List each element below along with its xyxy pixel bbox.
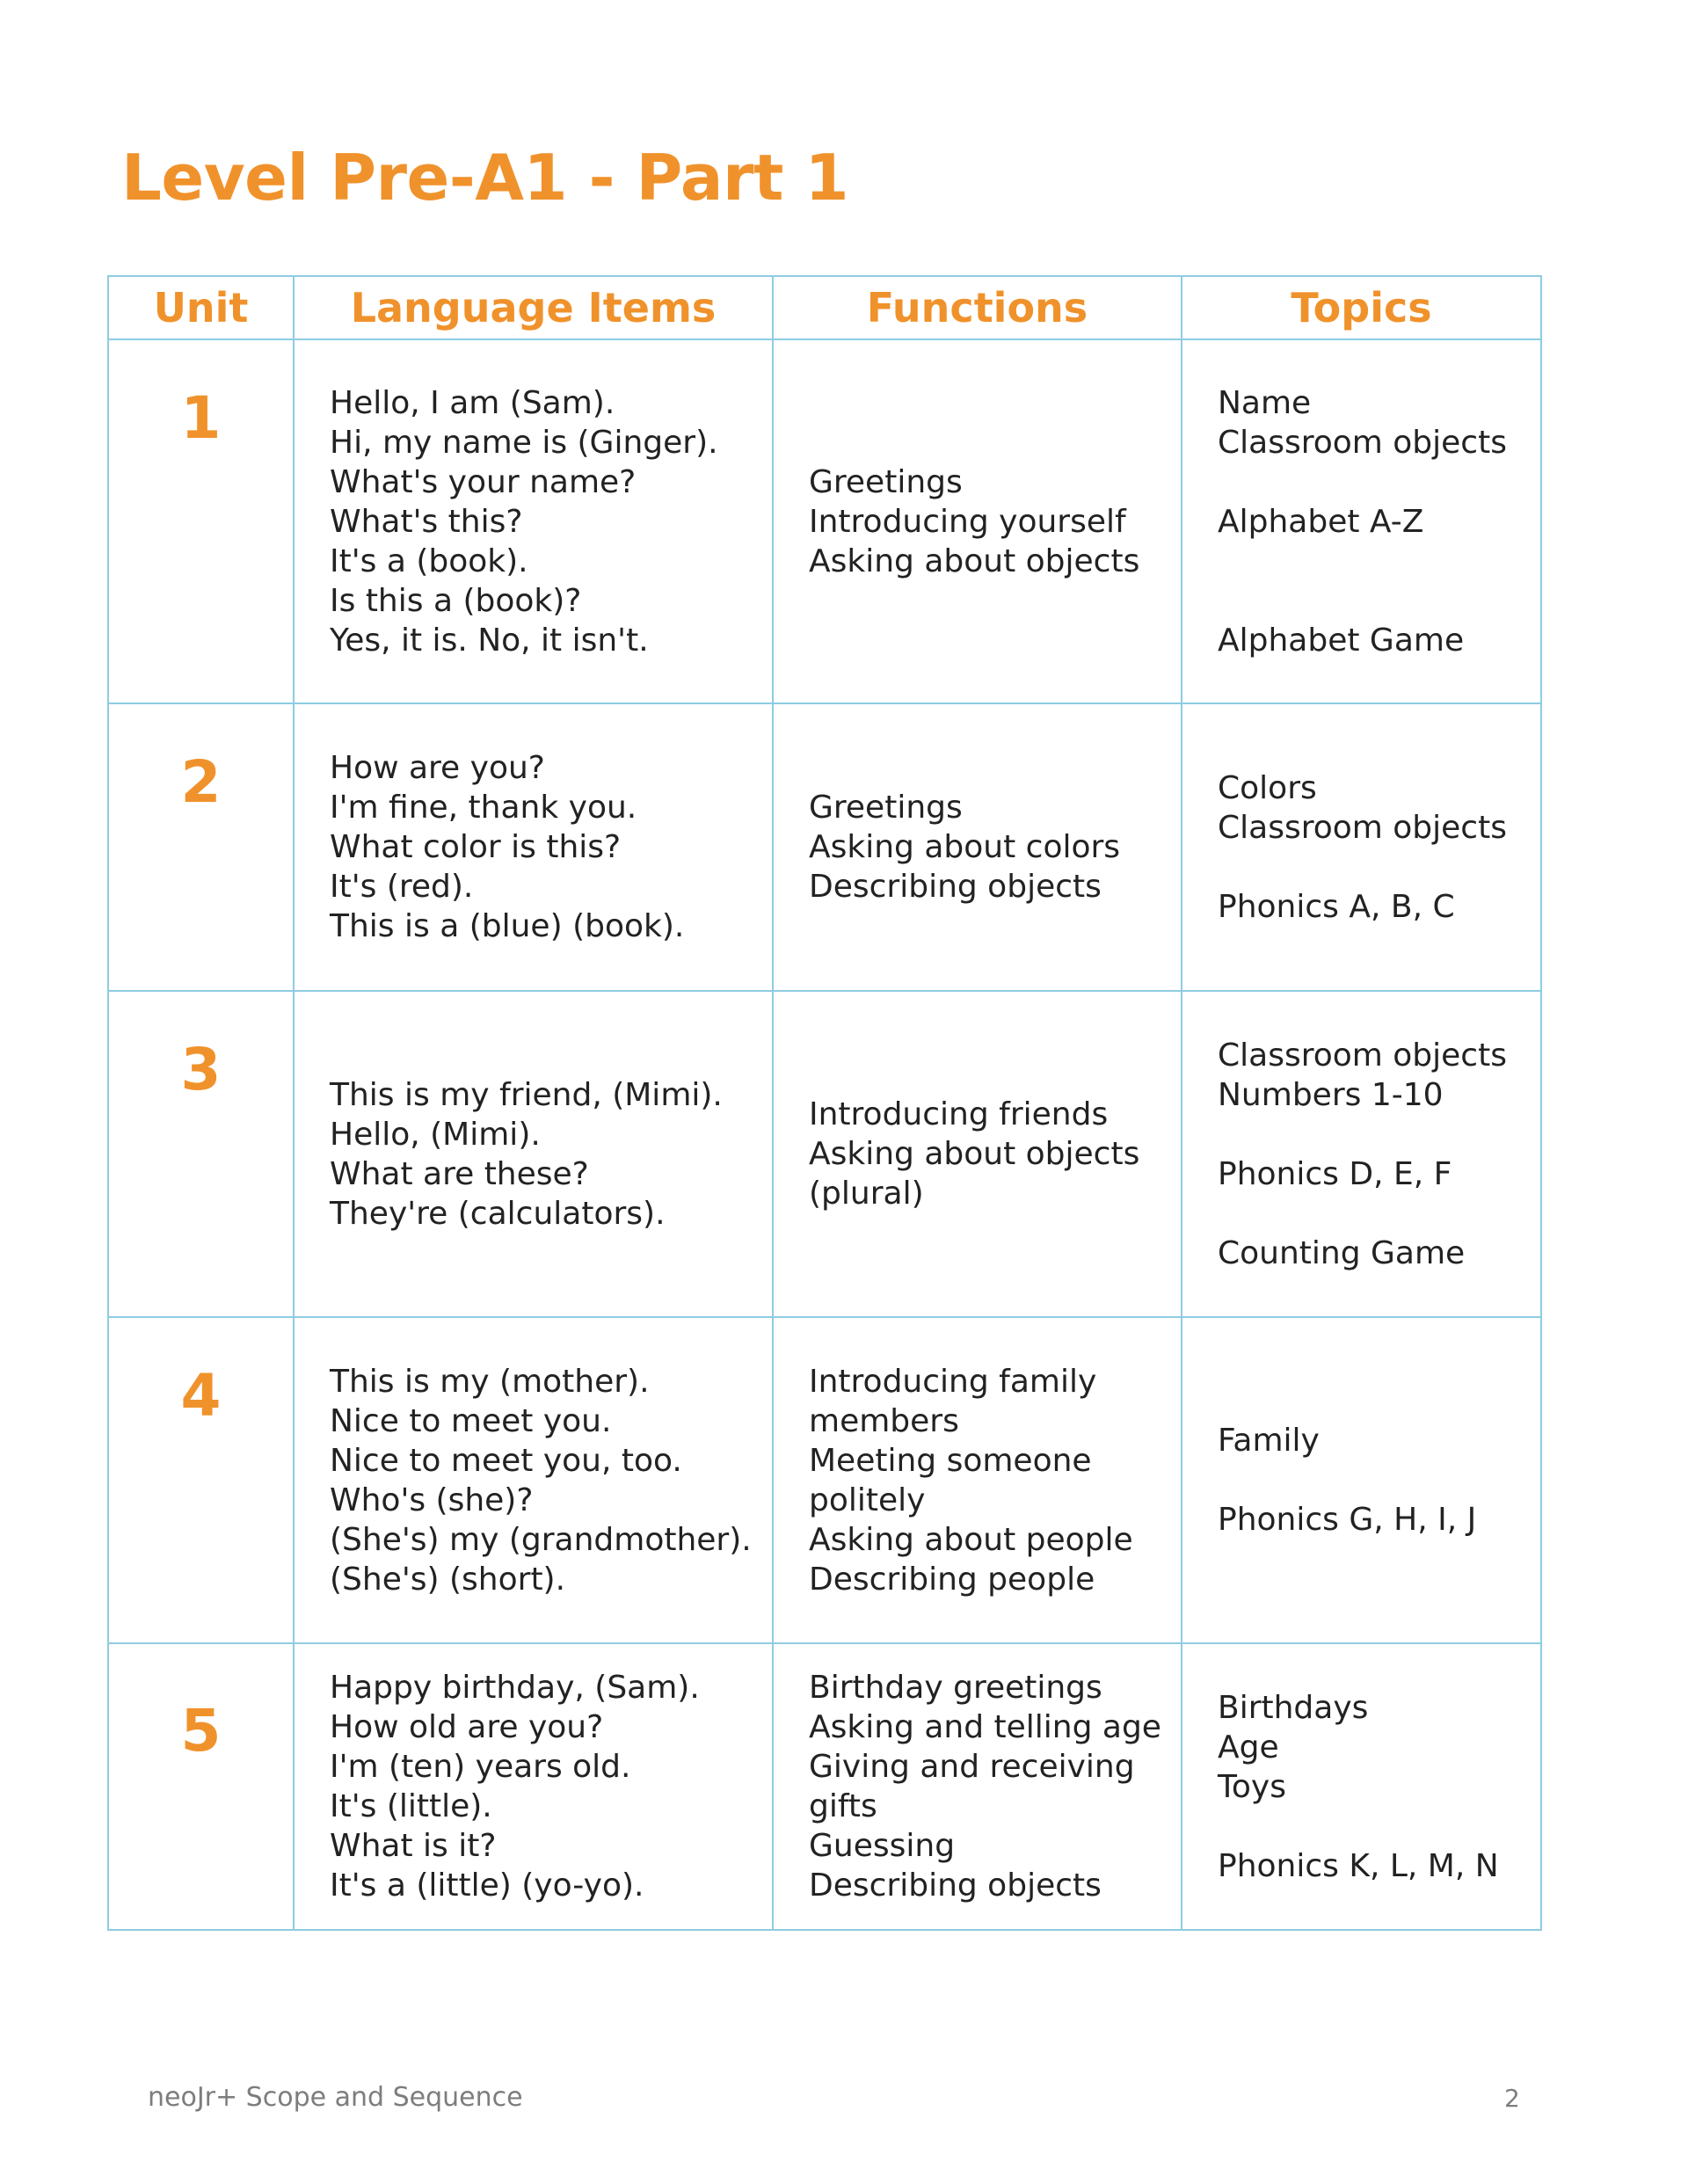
cell-line: Describing objects: [809, 869, 1102, 905]
cell-line: Guessing: [809, 1828, 956, 1864]
cell-line: It's a (little) (yo-yo).: [330, 1867, 644, 1904]
cell-line: Classroom objects: [1218, 424, 1507, 461]
table-row: [108, 703, 1541, 991]
unit-cell: [108, 339, 294, 703]
cell-line: Birthdays: [1218, 1689, 1369, 1726]
language-items-cell: [294, 339, 773, 703]
unit-cell: [108, 1643, 294, 1930]
cell-line: Introducing friends: [809, 1096, 1109, 1132]
scope-table: [107, 275, 1542, 1931]
cell-line: [1218, 1807, 1505, 1846]
cell-line: [1218, 1115, 1505, 1154]
cell-line: Who's (she)?: [330, 1481, 534, 1518]
language-items-cell: [294, 1643, 773, 1930]
cell-line: This is a (blue) (book).: [330, 908, 685, 944]
cell-line: Describing people: [809, 1561, 1095, 1598]
cell-line: [1218, 581, 1505, 621]
footer-label: neoJr+ Scope and Sequence: [148, 2082, 523, 2113]
cell-line: What are these?: [330, 1155, 589, 1192]
cell-line: (She's) my (grandmother).: [330, 1521, 752, 1558]
cell-line: I'm (ten) years old.: [330, 1749, 631, 1785]
cell-line: (She's) (short).: [330, 1561, 566, 1598]
header-language-items: Language Items: [294, 276, 773, 339]
unit-number: 2: [180, 748, 222, 816]
cell-line: This is my (mother).: [330, 1363, 650, 1400]
cell-line: Counting Game: [1218, 1234, 1466, 1271]
cell-line: Asking about people: [809, 1521, 1133, 1558]
unit-number: 5: [180, 1697, 222, 1765]
topics-cell: [1182, 1643, 1541, 1930]
cell-line: [1218, 848, 1505, 887]
cell-line: Name: [1218, 384, 1312, 421]
unit-number: 4: [180, 1362, 222, 1430]
cell-line: Meeting someone: [809, 1442, 1092, 1479]
cell-line: Introducing yourself: [809, 503, 1126, 540]
cell-line: [1218, 542, 1505, 581]
unit-number: 1: [180, 384, 222, 452]
unit-cell: [108, 991, 294, 1317]
language-items-cell: [294, 703, 773, 991]
functions-cell: [773, 991, 1182, 1317]
header-functions: Functions: [773, 276, 1182, 339]
table-row: [108, 991, 1541, 1317]
cell-line: Hi, my name is (Ginger).: [330, 424, 718, 461]
cell-line: Yes, it is. No, it isn't.: [330, 622, 649, 659]
functions-cell: [773, 1317, 1182, 1643]
cell-line: It's (red).: [330, 869, 474, 905]
cell-line: politely: [809, 1481, 926, 1518]
cell-line: How old are you?: [330, 1709, 604, 1745]
cell-line: Toys: [1218, 1768, 1286, 1805]
cell-line: I'm fine, thank you.: [330, 790, 637, 826]
unit-number: 3: [180, 1036, 222, 1103]
cell-line: [1218, 1460, 1505, 1500]
cell-line: How are you?: [330, 750, 545, 786]
cell-line: [1218, 462, 1505, 502]
cell-line: What's your name?: [330, 463, 637, 500]
cell-line: Nice to meet you, too.: [330, 1442, 682, 1479]
table-row: [108, 1317, 1541, 1643]
cell-line: Describing objects: [809, 1867, 1102, 1904]
cell-line: Hello, I am (Sam).: [330, 384, 615, 421]
cell-line: They're (calculators).: [330, 1195, 666, 1232]
cell-line: Phonics K, L, M, N: [1218, 1847, 1499, 1884]
cell-line: What color is this?: [330, 829, 622, 865]
cell-line: This is my friend, (Mimi).: [330, 1076, 723, 1113]
cell-line: Asking about colors: [809, 829, 1121, 865]
cell-line: Phonics G, H, I, J: [1218, 1502, 1477, 1538]
cell-line: Greetings: [809, 463, 963, 500]
cell-line: Colors: [1218, 769, 1317, 806]
cell-line: Alphabet Game: [1218, 622, 1465, 659]
cell-line: Is this a (book)?: [330, 582, 582, 619]
functions-cell: [773, 339, 1182, 703]
table-row: [108, 339, 1541, 703]
cell-line: Happy birthday, (Sam).: [330, 1670, 700, 1706]
topics-cell: [1182, 339, 1541, 703]
header-topics: Topics: [1182, 276, 1541, 339]
language-items-cell: [294, 991, 773, 1317]
cell-line: Age: [1218, 1729, 1279, 1765]
unit-cell: [108, 1317, 294, 1643]
cell-line: Birthday greetings: [809, 1670, 1102, 1706]
cell-line: members: [809, 1402, 959, 1439]
cell-line: Asking about objects: [809, 542, 1140, 579]
cell-line: Family: [1218, 1423, 1320, 1459]
cell-line: Phonics D, E, F: [1218, 1155, 1452, 1192]
cell-line: Numbers 1-10: [1218, 1076, 1444, 1113]
header-unit: Unit: [108, 276, 294, 339]
cell-line: What is it?: [330, 1828, 497, 1864]
cell-line: Asking about objects: [809, 1136, 1140, 1172]
cell-line: gifts: [809, 1788, 877, 1824]
cell-line: [1218, 1194, 1505, 1234]
topics-cell: [1182, 991, 1541, 1317]
topics-cell: [1182, 703, 1541, 991]
table-row: [108, 1643, 1541, 1930]
cell-line: Hello, (Mimi).: [330, 1116, 541, 1153]
cell-line: Classroom objects: [1218, 1037, 1507, 1074]
topics-cell: [1182, 1317, 1541, 1643]
cell-line: Giving and receiving: [809, 1749, 1135, 1785]
cell-line: Alphabet A-Z: [1218, 503, 1424, 540]
page-number: 2: [1504, 2084, 1520, 2113]
cell-line: Greetings: [809, 790, 963, 826]
page-title: Level Pre-A1 - Part 1: [121, 141, 849, 215]
cell-line: What's this?: [330, 503, 523, 540]
functions-cell: [773, 1643, 1182, 1930]
cell-line: Asking and telling age: [809, 1709, 1161, 1745]
unit-cell: [108, 703, 294, 991]
cell-line: It's a (book).: [330, 542, 528, 579]
table-header-row: [108, 276, 1541, 339]
functions-cell: [773, 703, 1182, 991]
cell-line: (plural): [809, 1176, 924, 1212]
cell-line: It's (little).: [330, 1788, 492, 1824]
cell-line: Introducing family: [809, 1363, 1097, 1400]
language-items-cell: [294, 1317, 773, 1643]
cell-line: Classroom objects: [1218, 809, 1507, 846]
cell-line: Phonics A, B, C: [1218, 888, 1455, 925]
cell-line: Nice to meet you.: [330, 1402, 612, 1439]
